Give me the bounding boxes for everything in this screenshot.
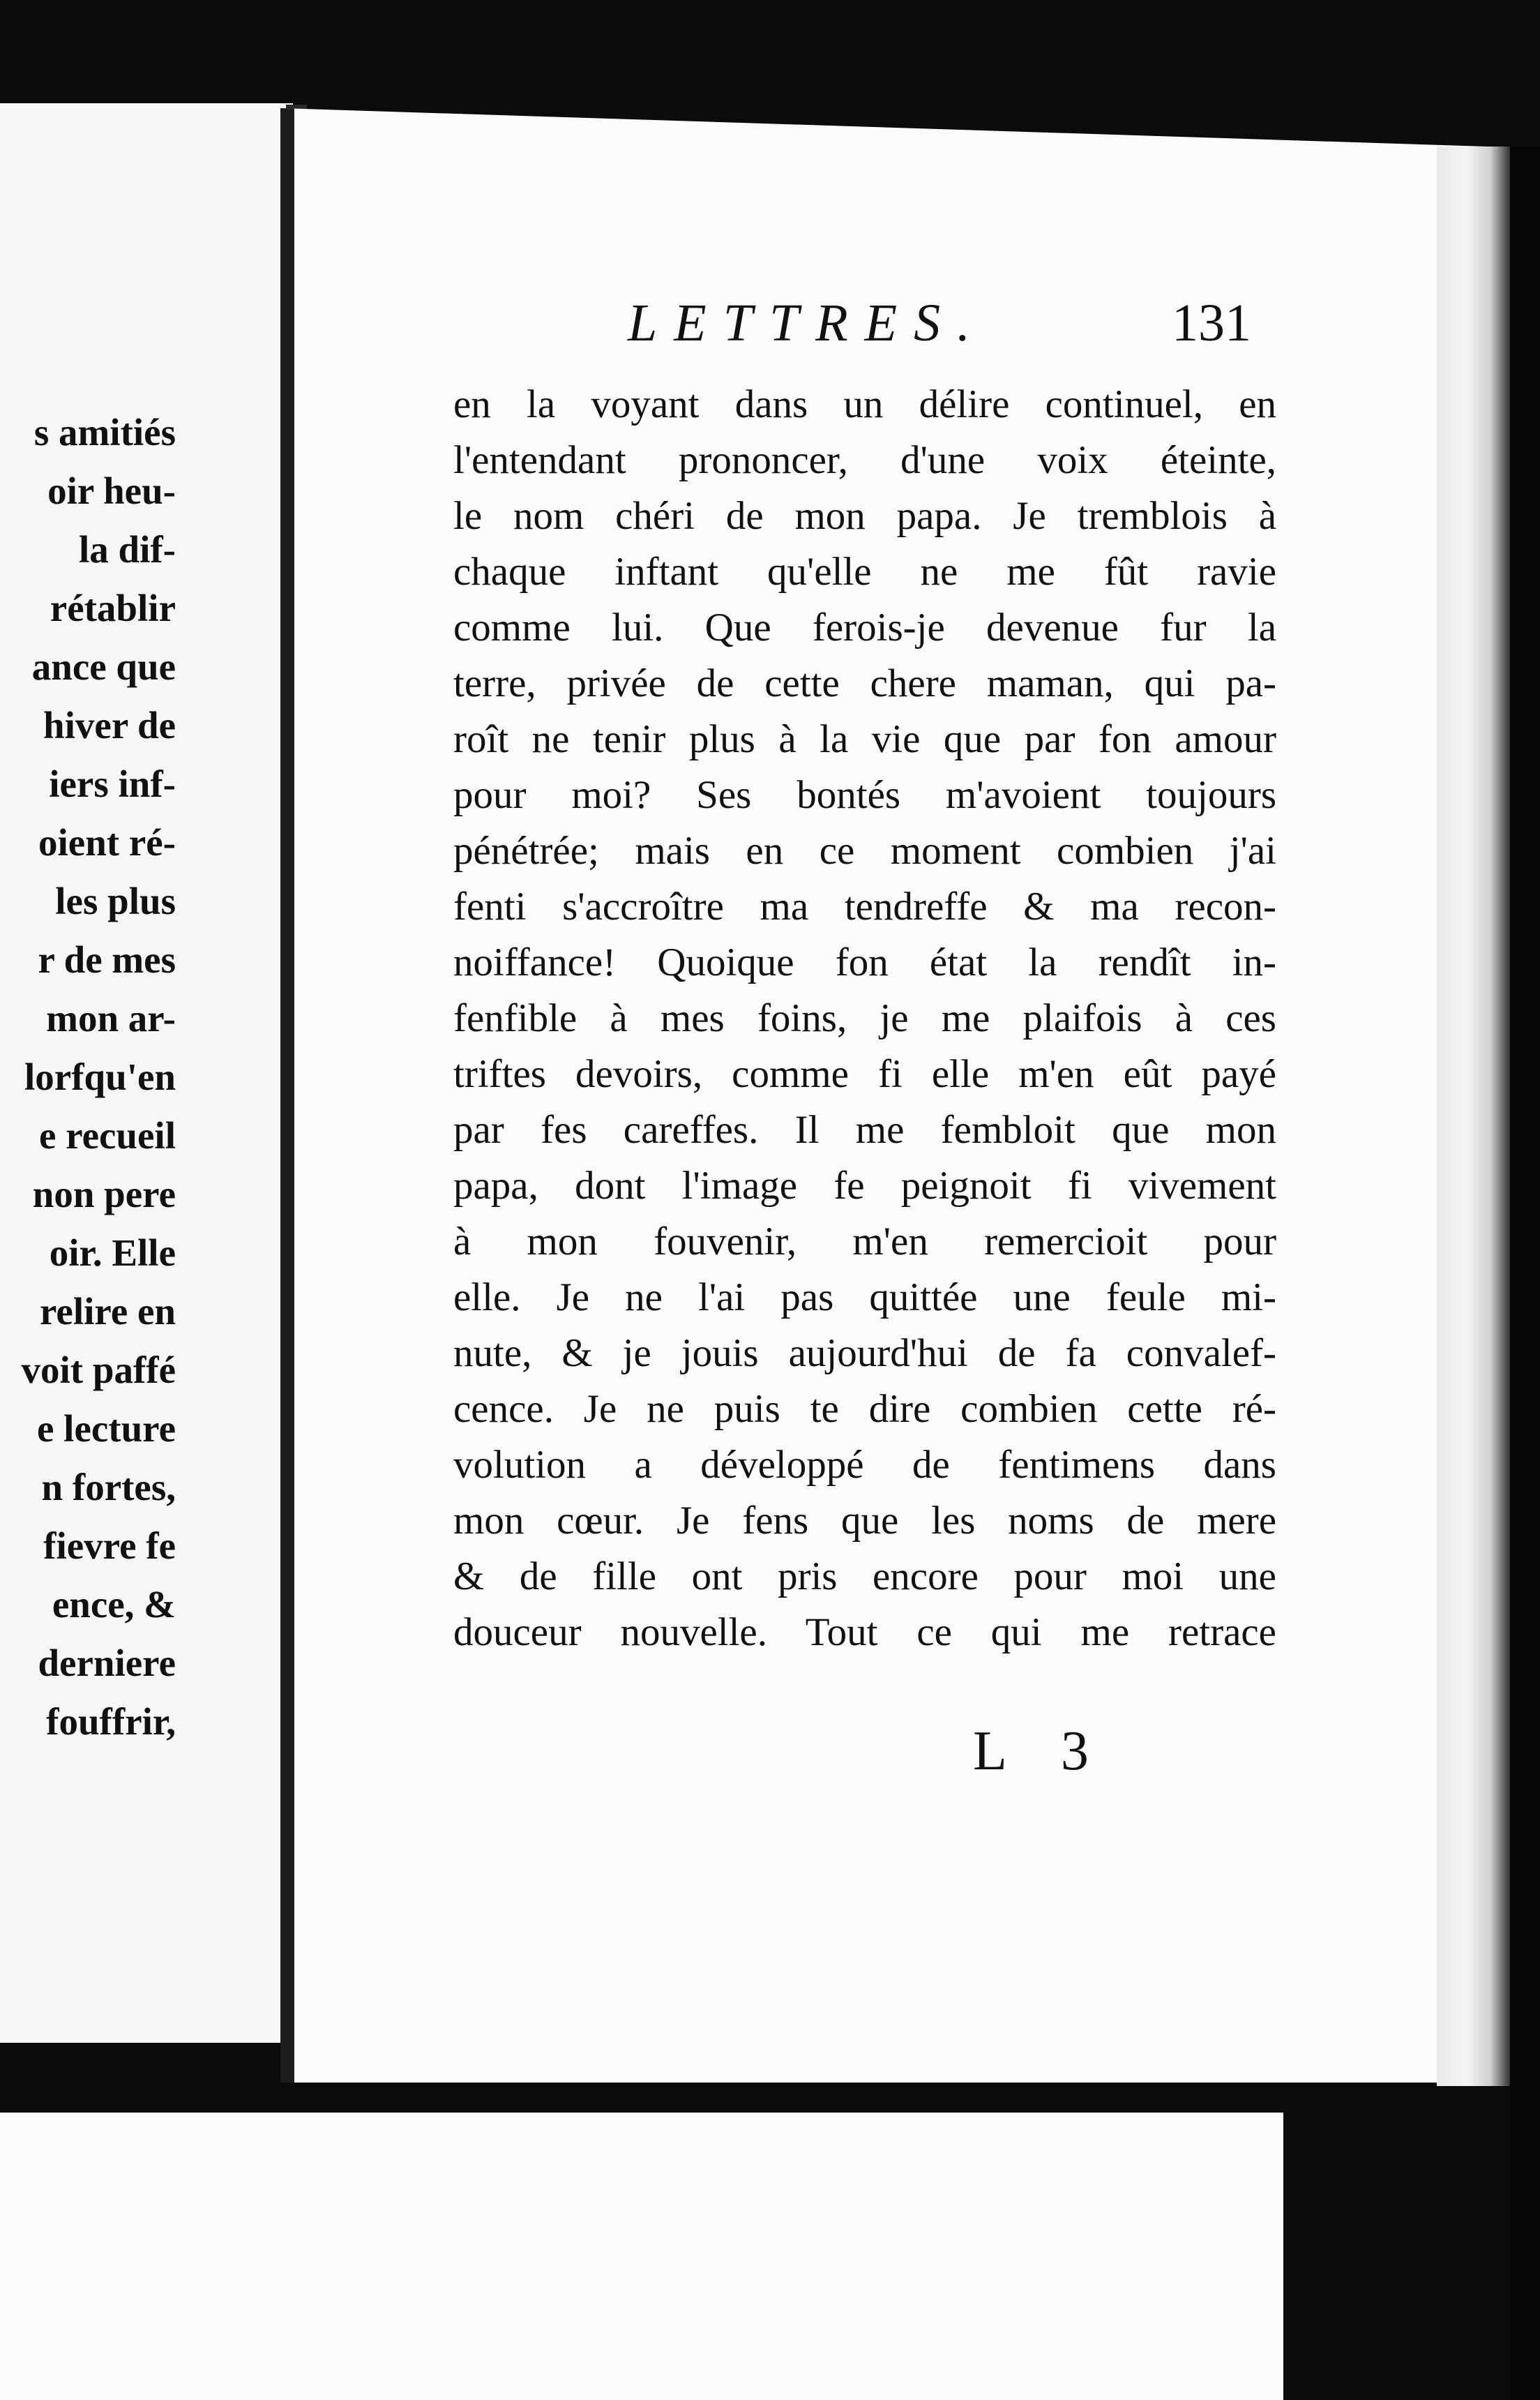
page-number: 131 (1172, 294, 1251, 352)
left-page-line: rétablir (50, 587, 176, 629)
text-line: par fes careffes. Il me fembloit que mon (453, 1108, 1276, 1152)
text-line: chaque inftant qu'elle ne me fût ravie (453, 550, 1276, 594)
text-line: le nom chéri de mon papa. Je tremblois à (453, 494, 1276, 538)
left-page-line: non pere (32, 1173, 176, 1215)
left-page-line: derniere (38, 1642, 176, 1684)
left-page-line: oir heu- (47, 470, 176, 512)
text-line: douceur nouvelle. Tout ce qui me retrace (453, 1610, 1276, 1654)
left-page-line: fouffrir, (46, 1700, 176, 1743)
text-line: volution a développé de fentimens dans (453, 1443, 1276, 1487)
left-page-line: r de mes (38, 938, 176, 981)
text-line: comme lui. Que ferois-je devenue fur la (453, 606, 1276, 650)
left-page-line: s amitiés (33, 411, 176, 453)
text-line: elle. Je ne l'ai pas quittée une feule mi- (453, 1275, 1276, 1319)
text-line: terre, privée de cette chere maman, qui pa- (453, 661, 1276, 705)
text-line: papa, dont l'image fe peignoit fi vivement (453, 1164, 1276, 1208)
left-page-line: fievre fe (43, 1524, 176, 1567)
left-page-line: oir. Elle (49, 1231, 176, 1274)
text-line: roît ne tenir plus à la vie que par fon amour (453, 717, 1276, 761)
overlay-sheet (0, 2113, 1283, 2400)
text-line: triftes devoirs, comme fi elle m'en eût payé (453, 1052, 1276, 1096)
text-line: & de fille ont pris encore pour moi une (453, 1554, 1276, 1598)
left-facing-page (0, 103, 293, 2043)
left-page-line: oient ré- (38, 821, 176, 864)
running-header: LETTRES. (628, 294, 988, 352)
page-edge (1437, 147, 1513, 2086)
left-page-line: mon ar- (46, 997, 176, 1040)
text-line: pour moi? Ses bontés m'avoient toujours (453, 773, 1276, 817)
text-line: pénétrée; mais en ce moment combien j'ai (453, 829, 1276, 873)
left-page-line: e lecture (37, 1407, 176, 1450)
text-line: l'entendant prononcer, d'une voix éteinte, (453, 438, 1276, 482)
text-line: à mon fouvenir, m'en remercioit pour (453, 1220, 1276, 1263)
left-page-line: lorfqu'en (24, 1056, 176, 1098)
text-line: nute, & je jouis aujourd'hui de fa convalef- (453, 1331, 1276, 1375)
left-page-line: hiver de (43, 704, 176, 747)
left-page-line: voit paffé (21, 1349, 176, 1391)
text-line: fenti s'accroître ma tendreffe & ma recon- (453, 885, 1276, 929)
signature-mark: L 3 (973, 1720, 1110, 1782)
left-page-line: ance que (31, 645, 176, 688)
left-page-line: n fortes, (41, 1466, 176, 1508)
text-line: en la voyant dans un délire continuel, en (453, 382, 1276, 426)
left-page-line: relire en (40, 1290, 176, 1333)
left-page-line: e recueil (39, 1114, 176, 1157)
left-page-line: ence, & (52, 1583, 176, 1626)
text-line: cence. Je ne puis te dire combien cette ré- (453, 1387, 1276, 1431)
text-line: fenfible à mes foins, je me plaifois à ces (453, 996, 1276, 1040)
text-line: mon cœur. Je fens que les noms de mere (453, 1499, 1276, 1543)
left-page-line: la dif- (78, 528, 176, 571)
left-page-line: les plus (55, 880, 176, 922)
left-page-line: iers inf- (49, 763, 176, 805)
right-shadow (1510, 147, 1540, 2400)
text-line: noiffance! Quoique fon état la rendît in- (453, 940, 1276, 984)
